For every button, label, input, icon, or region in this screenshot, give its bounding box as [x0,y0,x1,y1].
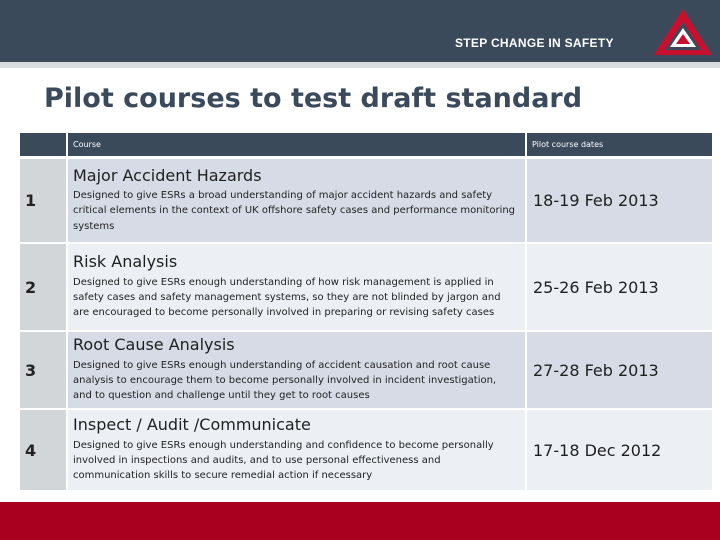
table-row [20,243,712,331]
course-number: 2 [20,243,67,331]
course-number: 1 [20,157,67,243]
course-description: Designed to give ESRs enough understanding and confidence to become personally involved in inspections and audits, and to use personal effectiveness and communication skills to secure remedial action if necessary [73,440,494,482]
course-cell [67,157,526,243]
course-title: Root Cause Analysis [73,335,235,355]
course-dates: 18-19 Feb 2013 [526,157,712,243]
course-description: Designed to give ESRs a broad understanding of major accident hazards and safety critical elements in the context of UK offshore safety cases and performance monitoring systems [73,190,516,232]
course-cell [67,243,526,331]
course-title: Major Accident Hazards [73,165,262,185]
course-table [20,133,712,492]
table-row [20,157,712,243]
brand-name: STEP CHANGE IN SAFETY [455,36,614,50]
course-title: Inspect / Audit /Communicate [73,415,311,435]
header-divider [0,62,720,68]
course-number: 3 [20,331,67,409]
course-cell [67,331,526,409]
number-column-header [20,133,67,157]
table-row [20,409,712,491]
step-change-logo-icon [652,6,714,58]
course-description: Designed to give ESRs enough understanding of how risk management is applied in safety cases and safety management systems, so they are not blinded by jargon and are encouraged to become personally involved in preparing or revising safety cases [73,277,501,319]
course-title: Risk Analysis [73,252,178,272]
header-bar [0,0,720,62]
table-row [20,331,712,409]
course-cell [67,409,526,491]
page-title: Pilot courses to test draft standard [44,83,583,114]
course-dates: 25-26 Feb 2013 [526,243,712,331]
dates-column-header: Pilot course dates [526,133,712,157]
course-dates: 17-18 Dec 2012 [526,409,712,491]
course-number: 4 [20,409,67,491]
course-description: Designed to give ESRs enough understanding of accident causation and root cause analysis to encourage them to become personally involved in incident investigation, and to question and challenge until they get to root causes [73,360,497,402]
course-dates: 27-28 Feb 2013 [526,331,712,409]
footer-bar [0,502,720,540]
course-column-header: Course [67,133,526,157]
table-header-row [20,133,712,157]
